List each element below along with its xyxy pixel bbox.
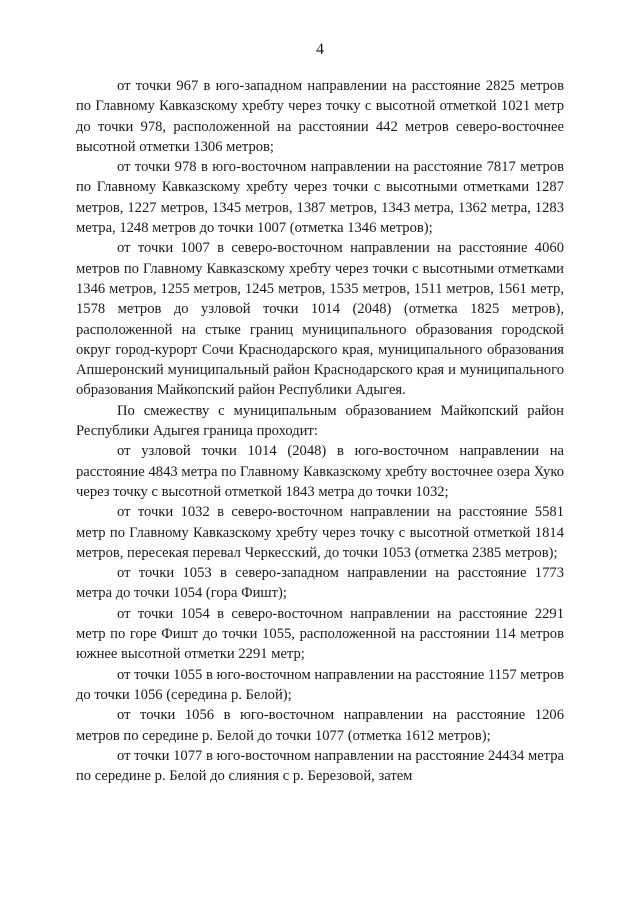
paragraph-10: от точки 1056 в юго-восточном направлении на расстояние 1206 метров по середине р. Белой до точки 1077 (отметка 1612 метров); [76,707,564,744]
paragraph-9: от точки 1055 в юго-восточном направлении на расстояние 1157 метров до точки 1056 (середина р. Белой); [76,666,564,703]
paragraph-4: По смежеству с муниципальным образованием Майкопский район Республики Адыгея граница проходит: [76,402,564,440]
paragraph-1: от точки 967 в юго-западном направлении на расстояние 2825 метров по Главному Кавказскому хребту через точку с высотной отметкой 1021 метр до точки 978, расположенной на расстоянии 442 метров северо-восточнее высотной отметки 1306 метров; [76,78,564,155]
paragraph-7: от точки 1053 в северо-западном направлении на расстояние 1773 метра до точки 1054 (гора Фишт); [76,565,564,602]
paragraph-5: от узловой точки 1014 (2048) в юго-восточном направлении на расстояние 4843 метра по Главному Кавказскому хребту восточнее озера Хуко через точку с высотной отметкой 1843 метра до точки 1032; [76,443,564,500]
document-body [76,76,564,786]
paragraph-6: от точки 1032 в северо-восточном направлении на расстояние 5581 метр по Главному Кавказскому хребту через точку с высотной отметкой 1814 метров, пересекая перевал Черкесский, до точки 1053 (отметка 2385 метров); [76,504,564,561]
paragraph-2: от точки 978 в юго-восточном направлении на расстояние 7817 метров по Главному Кавказскому хребту через точки с высотными отметками 1287 метров, 1227 метров, 1345 метров, 1387 метров, 1343 метра, 1362 метра, 1283 метра, 1248 метров до точки 1007 (отметка 1346 метров); [76,159,564,237]
paragraph-11: от точки 1077 в юго-восточном направлении на расстояние 24434 метра по середине р. Белой до слияния с р. Березовой, затем [76,747,564,785]
page-number: 4 [316,41,324,58]
paragraph-8: от точки 1054 в северо-восточном направлении на расстояние 2291 метр по горе Фишт до точки 1055, расположенной на расстоянии 114 метров южнее высотной отметки 2291 метр; [76,605,564,663]
paragraph-3: от точки 1007 в северо-восточном направлении на расстояние 4060 метров по Главному Кавказскому хребту через точки с высотными отметками 1346 метров, 1255 метров, 1245 метров, 1535 метров, 1511 метров, 1561 метр, 1578 метров до узловой точки 1014 (2048) (отметка 1825 метров), расположенной на стыке границ муниципального образования городской округ город-курорт Сочи Краснодарского края, муниципального образования Апшеронский муниципальный район Краснодарского края и муниципального образования Майкопский район Республики Адыгея. [76,240,564,399]
